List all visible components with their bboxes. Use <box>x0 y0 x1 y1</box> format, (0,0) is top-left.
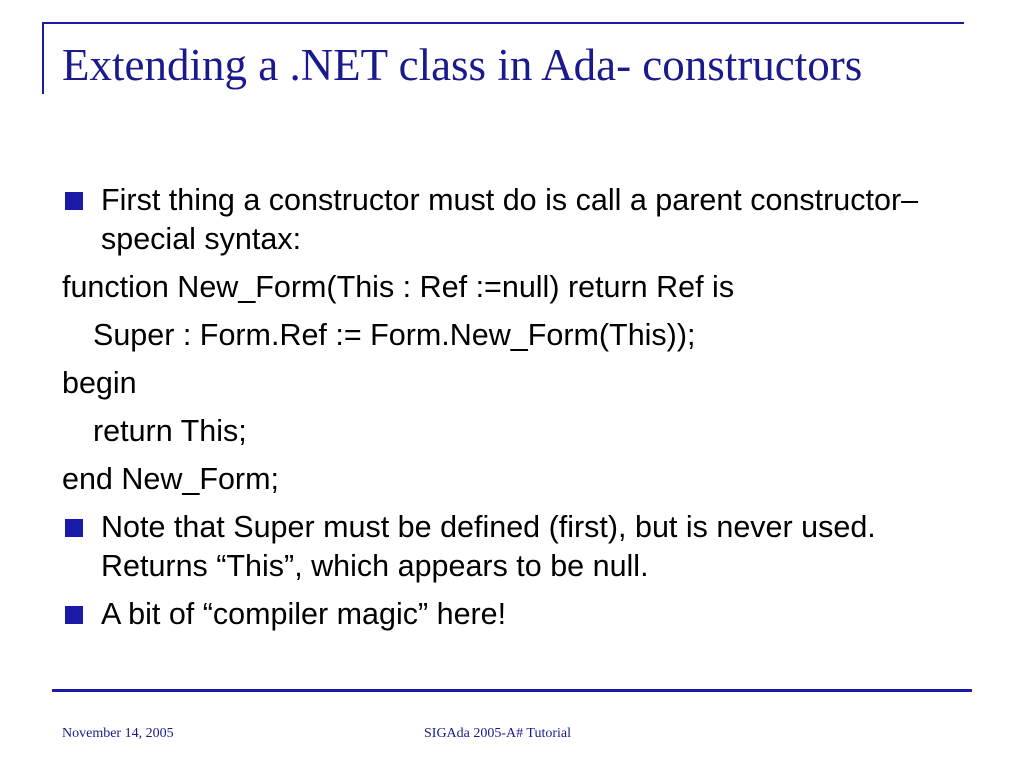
square-bullet-icon <box>65 519 83 537</box>
bullet-item <box>62 508 962 586</box>
bullet-text: A bit of “compiler magic” here! <box>101 597 507 631</box>
bullet-item <box>62 181 962 259</box>
bullet-text: Note that Super must be defined (first), but is never used. Returns “This”, which appears to be null. <box>101 510 876 583</box>
bullet-item <box>62 595 962 634</box>
code-line: Super : Form.Ref := Form.New_Form(This)); <box>93 318 696 352</box>
code-line: return This; <box>93 414 247 448</box>
left-rule <box>42 22 44 94</box>
slide-title: Extending a .NET class in Ada- constructors <box>62 40 863 90</box>
bullet-text: First thing a constructor must do is call a parent constructor– special syntax: <box>101 183 919 256</box>
square-bullet-icon <box>65 192 83 210</box>
code-line: function New_Form(This : Ref :=null) return Ref is <box>62 270 735 304</box>
footer-date: November 14, 2005 <box>62 726 174 741</box>
top-rule <box>42 22 964 24</box>
footer-title: SIGAda 2005-A# Tutorial <box>424 726 572 741</box>
code-line: end New_Form; <box>62 462 279 496</box>
square-bullet-icon <box>65 606 83 624</box>
footer-rule <box>52 689 972 692</box>
code-line: begin <box>62 366 137 400</box>
slide-content <box>62 181 962 634</box>
